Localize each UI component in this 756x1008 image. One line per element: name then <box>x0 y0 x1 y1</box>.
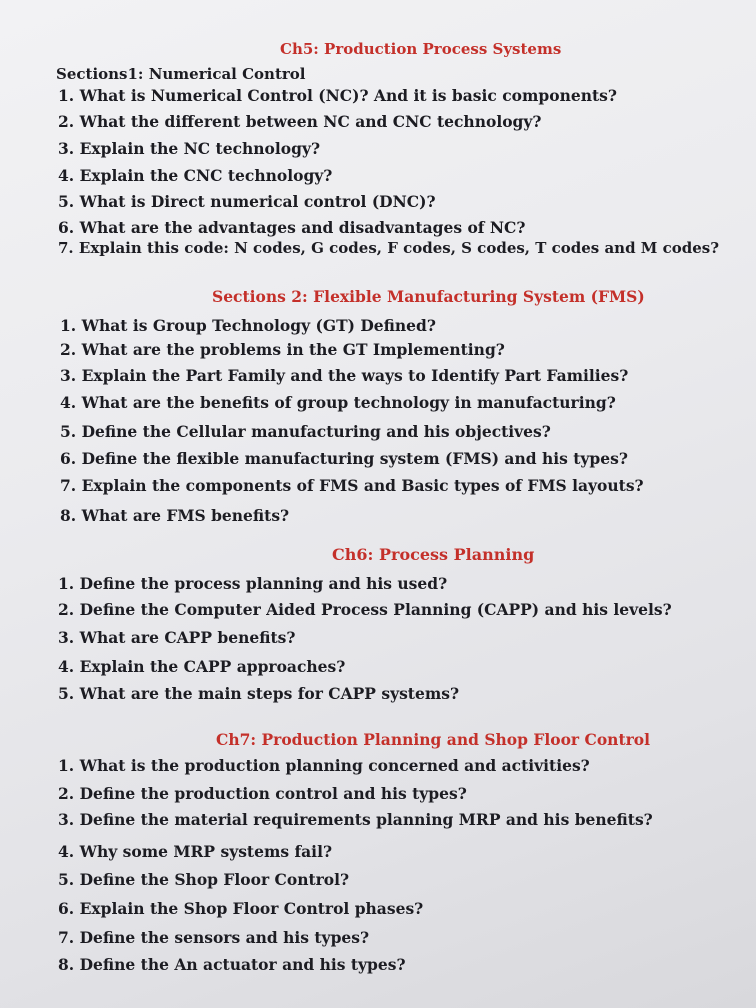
ch5-s2-question-6: 6. Define the flexible manufacturing system (FMS) and his types? <box>60 449 628 468</box>
ch7-question-4: 4. Why some MRP systems fail? <box>58 842 333 861</box>
ch6-question-4: 4. Explain the CAPP approaches? <box>58 657 346 676</box>
ch7-question-1: 1. What is the production planning concerned and activities? <box>58 756 590 775</box>
ch7-question-3: 3. Define the material requirements planning MRP and his benefits? <box>58 810 653 829</box>
ch5-s1-question-5: 5. What is Direct numerical control (DNC)? <box>58 192 436 211</box>
ch5-s1-question-3: 3. Explain the NC technology? <box>58 139 321 158</box>
ch6-question-2: 2. Define the Computer Aided Process Planning (CAPP) and his levels? <box>58 600 672 619</box>
section2-heading: Sections 2: Flexible Manufacturing System (FMS) <box>212 287 645 306</box>
ch5-title: Ch5: Production Process Systems <box>280 40 562 58</box>
ch5-s2-question-5: 5. Define the Cellular manufacturing and his objectives? <box>60 422 551 441</box>
ch5-s2-question-7: 7. Explain the components of FMS and Basic types of FMS layouts? <box>60 476 644 495</box>
ch5-s2-question-2: 2. What are the problems in the GT Implementing? <box>60 340 505 359</box>
ch5-s1-question-6: 6. What are the advantages and disadvantages of NC? <box>58 218 526 237</box>
ch7-question-7: 7. Define the sensors and his types? <box>58 928 370 947</box>
ch5-s1-question-4: 4. Explain the CNC technology? <box>58 166 333 185</box>
ch7-title: Ch7: Production Planning and Shop Floor Control <box>216 730 650 749</box>
ch6-title: Ch6: Process Planning <box>332 545 535 564</box>
ch5-s2-question-1: 1. What is Group Technology (GT) Defined? <box>60 316 436 335</box>
ch7-question-2: 2. Define the production control and his types? <box>58 784 467 803</box>
ch7-question-5: 5. Define the Shop Floor Control? <box>58 870 350 889</box>
ch5-s2-question-8: 8. What are FMS benefits? <box>60 506 290 525</box>
ch5-s1-question-2: 2. What the different between NC and CNC technology? <box>58 112 542 131</box>
ch5-s1-question-7: 7. Explain this code: N codes, G codes, F codes, S codes, T codes and M codes? <box>58 239 720 257</box>
ch7-question-8: 8. Define the An actuator and his types? <box>58 955 406 974</box>
ch6-question-3: 3. What are CAPP benefits? <box>58 628 296 647</box>
ch5-s2-question-3: 3. Explain the Part Family and the ways to Identify Part Families? <box>60 366 629 385</box>
ch7-question-6: 6. Explain the Shop Floor Control phases? <box>58 899 424 918</box>
ch5-s1-question-1: 1. What is Numerical Control (NC)? And it is basic components? <box>58 86 617 105</box>
ch6-question-1: 1. Define the process planning and his used? <box>58 574 448 593</box>
section1-heading: Sections1: Numerical Control <box>56 65 306 83</box>
ch5-s2-question-4: 4. What are the benefits of group technology in manufacturing? <box>60 393 616 412</box>
ch6-question-5: 5. What are the main steps for CAPP systems? <box>58 684 460 703</box>
